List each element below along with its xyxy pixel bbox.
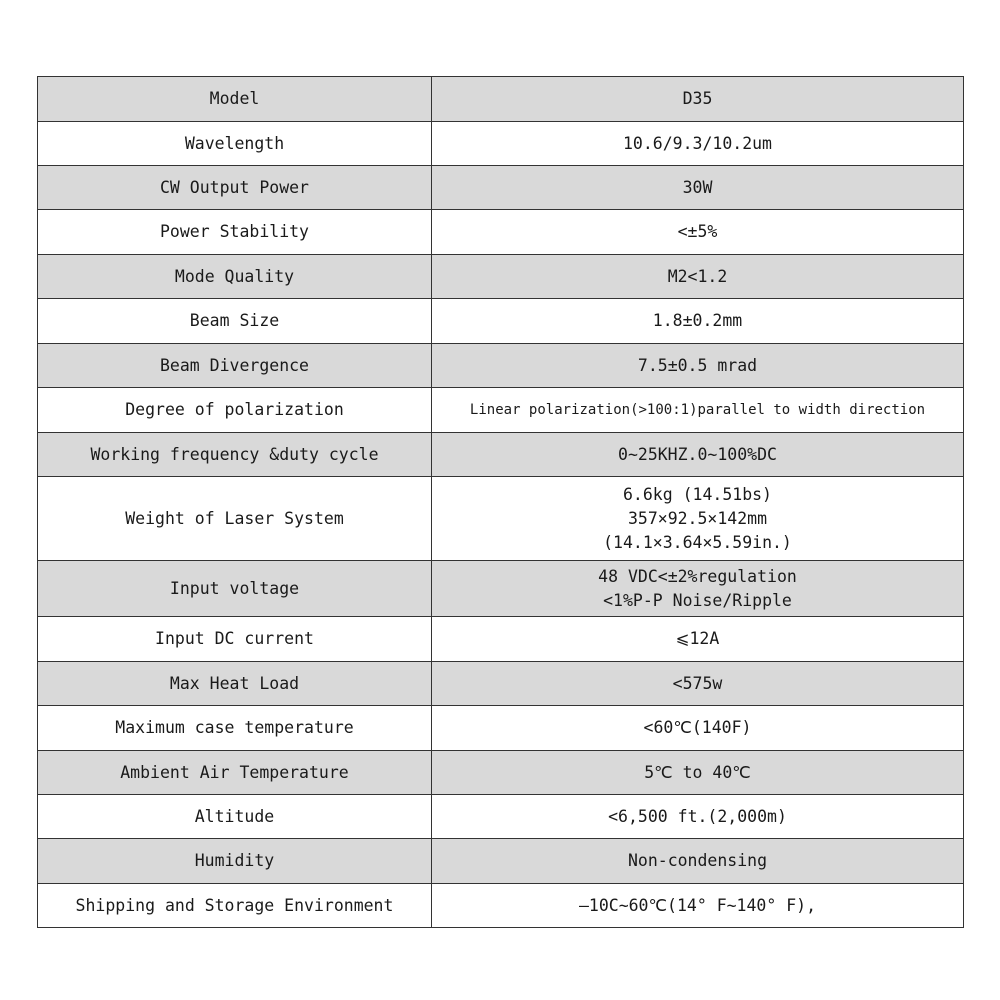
- spec-label: Wavelength: [38, 122, 432, 166]
- spec-value: [432, 617, 964, 662]
- table-row: [38, 433, 964, 477]
- specification-table: [37, 76, 964, 928]
- table-row: [38, 795, 964, 839]
- spec-value-line: —10C~60℃(14° F~140° F),: [578, 895, 817, 915]
- spec-value: [432, 166, 964, 210]
- spec-label: Maximum case temperature: [38, 706, 432, 751]
- spec-value-line: <6,500 ft.(2,000m): [608, 806, 787, 826]
- spec-label: Input DC current: [38, 617, 432, 662]
- table-row: [38, 299, 964, 344]
- spec-label: Beam Divergence: [38, 344, 432, 388]
- spec-label: Power Stability: [38, 210, 432, 255]
- spec-value-line: 48 VDC<±2%regulation: [598, 566, 797, 586]
- table-row: [38, 884, 964, 928]
- spec-value-line: Non-condensing: [627, 851, 768, 870]
- spec-value-line: 5℃ to 40℃: [644, 762, 751, 782]
- spec-label: Model: [38, 77, 432, 122]
- spec-label: Altitude: [38, 795, 432, 839]
- spec-value-line: Linear polarization(>100:1)parallel to width direction: [469, 402, 926, 418]
- spec-value-line: <575w: [672, 673, 723, 693]
- spec-label: Humidity: [38, 839, 432, 884]
- spec-value: [432, 884, 964, 928]
- spec-value-line: M2<1.2: [667, 266, 728, 286]
- spec-value: [432, 839, 964, 884]
- table-row: [38, 344, 964, 388]
- spec-label: Mode Quality: [38, 255, 432, 299]
- table-row: [38, 166, 964, 210]
- table-row: [38, 706, 964, 751]
- table-row: [38, 617, 964, 662]
- spec-label: Weight of Laser System: [38, 477, 432, 561]
- spec-value-line: ⩽12A: [675, 629, 720, 648]
- spec-value: [432, 477, 964, 561]
- table-row: [38, 662, 964, 706]
- table-row: [38, 77, 964, 122]
- spec-value-line: 0~25KHZ.0~100%DC: [618, 444, 777, 464]
- spec-value-line: 357×92.5×142mm: [627, 508, 768, 528]
- spec-value: [432, 344, 964, 388]
- spec-value-line: 10.6/9.3/10.2um: [622, 133, 772, 153]
- spec-label: CW Output Power: [38, 166, 432, 210]
- spec-value: [432, 255, 964, 299]
- spec-value-line: D35: [682, 89, 713, 108]
- spec-value-line: <1%P-P Noise/Ripple: [603, 590, 792, 610]
- spec-value: [432, 433, 964, 477]
- table-row: [38, 751, 964, 795]
- spec-value: [432, 388, 964, 433]
- table-row: [38, 477, 964, 561]
- spec-value-line: 30W: [682, 177, 713, 197]
- table-row: [38, 388, 964, 433]
- spec-value-line: <60℃(140F): [643, 718, 752, 737]
- table-row: [38, 210, 964, 255]
- spec-value: [432, 122, 964, 166]
- spec-value-line: 7.5±0.5 mrad: [637, 355, 758, 375]
- spec-value-line: 1.8±0.2mm: [652, 311, 743, 330]
- table-row: [38, 561, 964, 617]
- spec-value: [432, 706, 964, 751]
- spec-value: [432, 299, 964, 344]
- spec-label: Beam Size: [38, 299, 432, 344]
- table-row: [38, 839, 964, 884]
- spec-value: [432, 751, 964, 795]
- spec-label: Degree of polarization: [38, 388, 432, 433]
- spec-label: Max Heat Load: [38, 662, 432, 706]
- table-row: [38, 255, 964, 299]
- spec-value: [432, 662, 964, 706]
- spec-value: [432, 795, 964, 839]
- spec-value-line: (14.1×3.64×5.59in.): [603, 532, 792, 552]
- spec-label: Input voltage: [38, 561, 432, 617]
- table-row: [38, 122, 964, 166]
- spec-label: Ambient Air Temperature: [38, 751, 432, 795]
- spec-label: Shipping and Storage Environment: [38, 884, 432, 928]
- spec-label: Working frequency &duty cycle: [38, 433, 432, 477]
- spec-value: [432, 210, 964, 255]
- spec-value-line: <±5%: [677, 222, 718, 241]
- spec-value-line: 6.6kg (14.51bs): [622, 484, 772, 504]
- spec-value: [432, 561, 964, 617]
- spec-value: [432, 77, 964, 122]
